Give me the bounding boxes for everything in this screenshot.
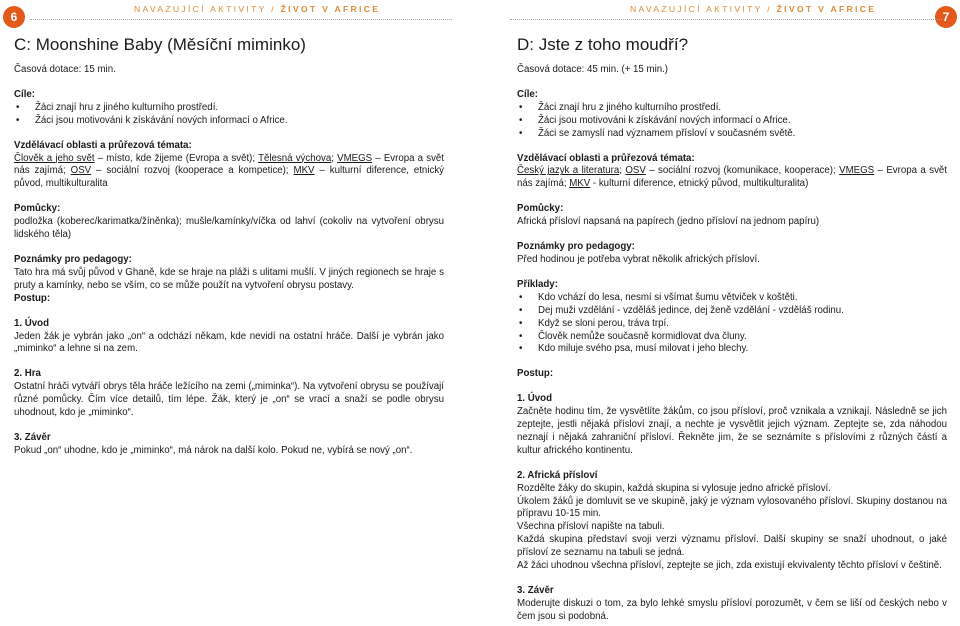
areas-text <box>517 165 947 191</box>
notes-text: Tato hra má svůj původ v Ghaně, kde se hraje na pláži s ulitami mušlí. V jiných regionech se hraje s pruty a kamínky, nebo se vším, co se může použít na vytvoření obrysu postavy. <box>14 266 444 291</box>
area-link: Český jazyk a literatura <box>517 165 620 177</box>
area-text: – sociální rozvoj (kooperace a kompetice); <box>91 165 294 177</box>
goal-item: • Žáci jsou motivováni k získávání nových informací o Africe. <box>14 115 444 128</box>
area-text: - kulturní diference, etnický původ, multikulturalita) <box>590 178 809 190</box>
procedure-label: Postup: <box>14 292 51 304</box>
example-item: • Kdo miluje svého psa, musí milovat i jeho blechy. <box>517 343 947 356</box>
area-link: OSV <box>625 165 646 177</box>
notes-text: Před hodinou je potřeba vybrat několik afrických přísloví. <box>517 253 760 265</box>
running-header <box>134 4 380 14</box>
areas-label: Vzdělávací oblasti a průřezová témata: <box>14 139 192 151</box>
tools-text: podložka (koberec/karimatka/žíněnka); mušle/kamínky/víčka od lahví (cokoliv na vytvoření obrysu lidského těla) <box>14 216 444 241</box>
step-text: Každá skupina představí svoji verzi významu přísloví. Další skupiny se snaží uhodnout, o jaké přísloví ze seznamu na tabuli se jedná. <box>517 534 947 559</box>
time-allocation: Časová dotace: 15 min. <box>14 64 116 75</box>
page-title: C: Moonshine Baby (Měsíční miminko) <box>14 35 306 54</box>
goal-item: • Žáci jsou motivováni k získávání nových informací o Africe. <box>517 115 947 128</box>
notes-label: Poznámky pro pedagogy: <box>517 241 635 253</box>
procedure-label: Postup: <box>517 368 554 380</box>
step-text: Pokud „on“ uhodne, kdo je „miminko“, má nárok na další kolo. Pokud ne, vybírá se nový „on“. <box>14 444 413 456</box>
area-link: MKV <box>293 165 315 177</box>
notes-label: Poznámky pro pedagogy: <box>14 253 132 265</box>
area-text: – místo, kde žijeme (Evropa a svět); <box>94 152 259 164</box>
example-item: • Dej muži vzdělání - vzděláš jedince, dej ženě vzdělání - vzděláš rodinu. <box>517 305 947 318</box>
step-title: 3. Závěr <box>14 431 51 443</box>
header-divider <box>510 19 942 20</box>
area-text: – Evropa a svět nás zajímá; <box>14 152 444 177</box>
step-text: Až žáci uhodnou všechna přísloví, zeptejte se jich, zda existují ekvivalenty těchto přísloví v češtině. <box>517 560 942 572</box>
goals-label: Cíle: <box>517 88 538 100</box>
area-link: VMEGS <box>839 165 875 177</box>
page-title: D: Jste z toho moudří? <box>517 35 689 54</box>
area-link: MKV <box>569 178 591 190</box>
goal-item: • Žáci znají hru z jiného kulturního prostředí. <box>517 102 947 115</box>
goals-label: Cíle: <box>14 88 35 100</box>
area-text: – sociální rozvoj (komunikace, kooperace); <box>645 165 840 177</box>
area-text: ; <box>331 152 338 164</box>
tools-label: Pomůcky: <box>517 203 564 215</box>
step-title: 2. Hra <box>14 368 41 380</box>
right-page <box>480 0 960 626</box>
goals-list <box>517 102 947 141</box>
step-title: 2. Africká přísloví <box>517 469 598 481</box>
area-text: ; <box>619 165 626 177</box>
step-text: Úkolem žáků je domluvit se ve skupině, jaký je význam vylosovaného přísloví. Skupiny dostanou na přípravu 10-15 min. <box>517 495 947 520</box>
step-text: Jeden žák je vybrán jako „on“ a odchází někam, kde nevidí na ostatní hráče. Další je vybrán jako „miminko“ a lehne si na zem. <box>14 330 444 355</box>
area-link: Člověk a jeho svět <box>14 152 95 164</box>
examples-label: Příklady: <box>517 278 558 290</box>
step-title: 1. Úvod <box>517 393 552 405</box>
goal-item: • Žáci se zamyslí nad významem přísloví v současném světě. <box>517 128 947 141</box>
example-item: • Kdo vchází do lesa, nesmí si všímat šumu větviček v koštěti. <box>517 292 947 305</box>
goals-list <box>14 102 444 128</box>
area-link: OSV <box>70 165 92 177</box>
running-header-prefix: NAVAZUJÍCÍ AKTIVITY / <box>630 4 772 14</box>
step-text: Rozdělte žáky do skupin, každá skupina si vylosuje jedno africké přísloví. <box>517 482 831 494</box>
running-header-strong: ŽIVOT V AFRICE <box>280 4 381 14</box>
right-content <box>517 34 947 624</box>
example-item: • Když se sloni perou, tráva trpí. <box>517 318 947 331</box>
left-content <box>14 34 444 458</box>
running-header-prefix: NAVAZUJÍCÍ AKTIVITY / <box>134 4 276 14</box>
examples-list <box>517 292 947 357</box>
step-text: Začněte hodinu tím, že vysvětlíte žákům, co jsou přísloví, proč vznikala a vznikají. Následně se jich zeptejte, jestli nějaká přísloví znají, a nechte je vysvětlit jejich význam. Zeptejte se, zda náhodou neznají i nějaká zahraniční přísloví. Řekněte jim, že se seznámíte s příslovími z různých částí a kultur afrického kontinentu. <box>517 406 947 456</box>
areas-text <box>14 153 444 192</box>
running-header <box>630 4 876 14</box>
page-number-badge: 6 <box>3 6 25 28</box>
step-text: Ostatní hráči vytváří obrys těla hráče ležícího na zemi („miminka“). Na vytvoření obrysu se používají různé pomůcky. Čím více detailů, tím lépe. Žák, který je „on“ se vrací a snaží se podle obrysu uhodnout, kdo je „miminko“. <box>14 381 444 419</box>
running-header-strong: ŽIVOT V AFRICE <box>776 4 877 14</box>
tools-text: Africká přísloví napsaná na papírech (jedno přísloví na jednom papíru) <box>517 216 820 228</box>
area-text: – Evropa a svět nás zajímá; <box>517 165 947 190</box>
step-text: Moderujte diskuzi o tom, za bylo lehké smyslu přísloví porozumět, v čem se liší od českých nebo v čem jsou si podobná. <box>517 597 947 622</box>
step-title: 1. Úvod <box>14 317 49 329</box>
areas-label: Vzdělávací oblasti a průřezová témata: <box>517 152 695 164</box>
page-number-badge: 7 <box>935 6 957 28</box>
area-link: VMEGS <box>337 152 373 164</box>
tools-label: Pomůcky: <box>14 203 61 215</box>
step-text: Všechna přísloví napište na tabuli. <box>517 521 665 533</box>
time-allocation: Časová dotace: 45 min. (+ 15 min.) <box>517 64 669 75</box>
step-title: 3. Závěr <box>517 585 554 596</box>
goal-item: • Žáci znají hru z jiného kulturního prostředí. <box>14 102 444 115</box>
area-link: Tělesná výchova <box>258 152 332 164</box>
header-divider <box>30 19 452 20</box>
example-item: • Člověk nemůže současně kormidlovat dva čluny. <box>517 331 947 344</box>
area-text: – kulturní diference, etnický původ, multikulturalita <box>14 165 445 190</box>
